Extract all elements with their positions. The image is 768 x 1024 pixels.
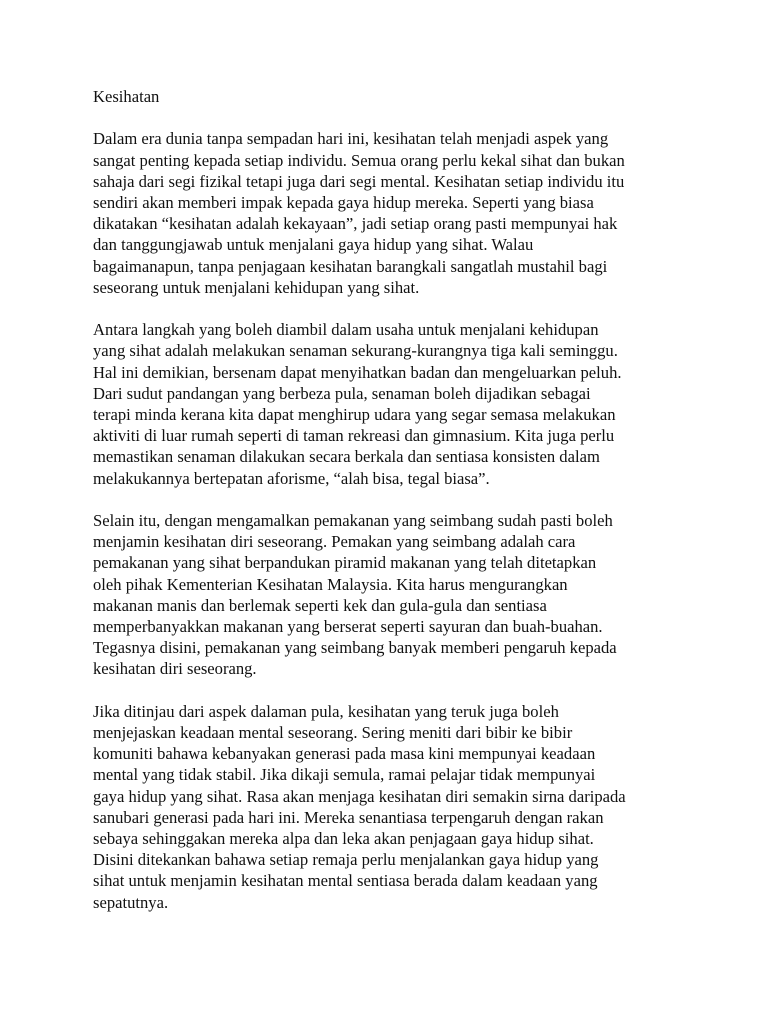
text-line: gaya hidup yang sihat. Rasa akan menjaga kesihatan diri semakin sirna daripada: [93, 786, 626, 806]
text-line: aktiviti di luar rumah seperti di taman rekreasi dan gimnasium. Kita juga perlu: [93, 426, 615, 446]
text-line: sihat untuk menjamin kesihatan mental sentiasa berada dalam keadaan yang: [93, 871, 598, 891]
text-line: Selain itu, dengan mengamalkan pemakanan yang seimbang sudah pasti boleh: [93, 511, 613, 531]
text-line: Disini ditekankan bahawa setiap remaja perlu menjalankan gaya hidup yang: [93, 850, 599, 870]
text-line: sanubari generasi pada hari ini. Mereka senantiasa terpengaruh dengan rakan: [93, 807, 604, 827]
text-line: kesihatan diri seseorang.: [93, 659, 257, 679]
text-line: yang sihat adalah melakukan senaman sekurang-kurangnya tiga kali seminggu.: [93, 341, 618, 361]
text-line: sahaja dari segi fizikal tetapi juga dari segi mental. Kesihatan setiap individu itu: [93, 171, 625, 191]
text-line: menjamin kesihatan diri seseorang. Pemakan yang seimbang adalah cara: [93, 532, 576, 552]
text-line: pemakanan yang sihat berpandukan piramid makanan yang telah ditetapkan: [93, 553, 597, 573]
paragraph-4: [93, 701, 693, 913]
text-line: komuniti bahawa kebanyakan generasi pada masa kini mempunyai keadaan: [93, 744, 596, 764]
text-line: menjejaskan keadaan mental seseorang. Sering meniti dari bibir ke bibir: [93, 723, 573, 743]
paragraph-2: [93, 319, 693, 489]
text-line: bagaimanapun, tanpa penjagaan kesihatan barangkali sangatlah mustahil bagi: [93, 256, 608, 276]
text-line: sendiri akan memberi impak kepada gaya hidup mereka. Seperti yang biasa: [93, 193, 594, 212]
text-line: makanan manis dan berlemak seperti kek dan gula-gula dan sentiasa: [93, 595, 547, 615]
paragraph-3: [93, 510, 693, 680]
document-title: Kesihatan: [93, 87, 160, 106]
text-line: oleh pihak Kementerian Kesihatan Malaysia. Kita harus mengurangkan: [93, 574, 568, 594]
text-line: mental yang tidak stabil. Jika dikaji semula, ramai pelajar tidak mempunyai: [93, 765, 596, 785]
text-line: Hal ini demikian, bersenam dapat menyihatkan badan dan mengeluarkan peluh.: [93, 362, 622, 382]
text-line: Dari sudut pandangan yang berbeza pula, senaman boleh dijadikan sebagai: [93, 383, 591, 403]
document-body: [93, 86, 693, 934]
text-line: dan tanggungjawab untuk menjalani gaya hidup yang sihat. Walau: [93, 235, 534, 255]
text-line: Dalam era dunia tanpa sempadan hari ini, kesihatan telah menjadi aspek yang: [93, 129, 609, 149]
text-line: sangat penting kepada setiap individu. Semua orang perlu kekal sihat dan bukan: [93, 150, 625, 170]
text-line: sepatutnya.: [93, 892, 169, 912]
text-line: melakukannya bertepatan aforisme, “alah bisa, tegal biasa”.: [93, 468, 490, 488]
text-line: memperbanyakkan makanan yang berserat seperti sayuran dan buah-buahan.: [93, 617, 603, 637]
text-line: dikatakan “kesihatan adalah kekayaan”, jadi setiap orang pasti mempunyai hak: [93, 214, 618, 234]
text-line: sebaya sehinggakan mereka alpa dan leka akan penjagaan gaya hidup sihat.: [93, 829, 594, 849]
text-line: Jika ditinjau dari aspek dalaman pula, kesihatan yang teruk juga boleh: [93, 701, 559, 721]
text-line: Antara langkah yang boleh diambil dalam usaha untuk menjalani kehidupan: [93, 320, 599, 340]
paragraph-1: [93, 128, 693, 298]
text-line: memastikan senaman dilakukan secara berkala dan sentiasa konsisten dalam: [93, 447, 600, 467]
text-line: seseorang untuk menjalani kehidupan yang sihat.: [93, 277, 420, 297]
text-line: Tegasnya disini, pemakanan yang seimbang banyak memberi pengaruh kepada: [93, 638, 617, 658]
text-line: terapi minda kerana kita dapat menghirup udara yang segar semasa melakukan: [93, 405, 616, 425]
